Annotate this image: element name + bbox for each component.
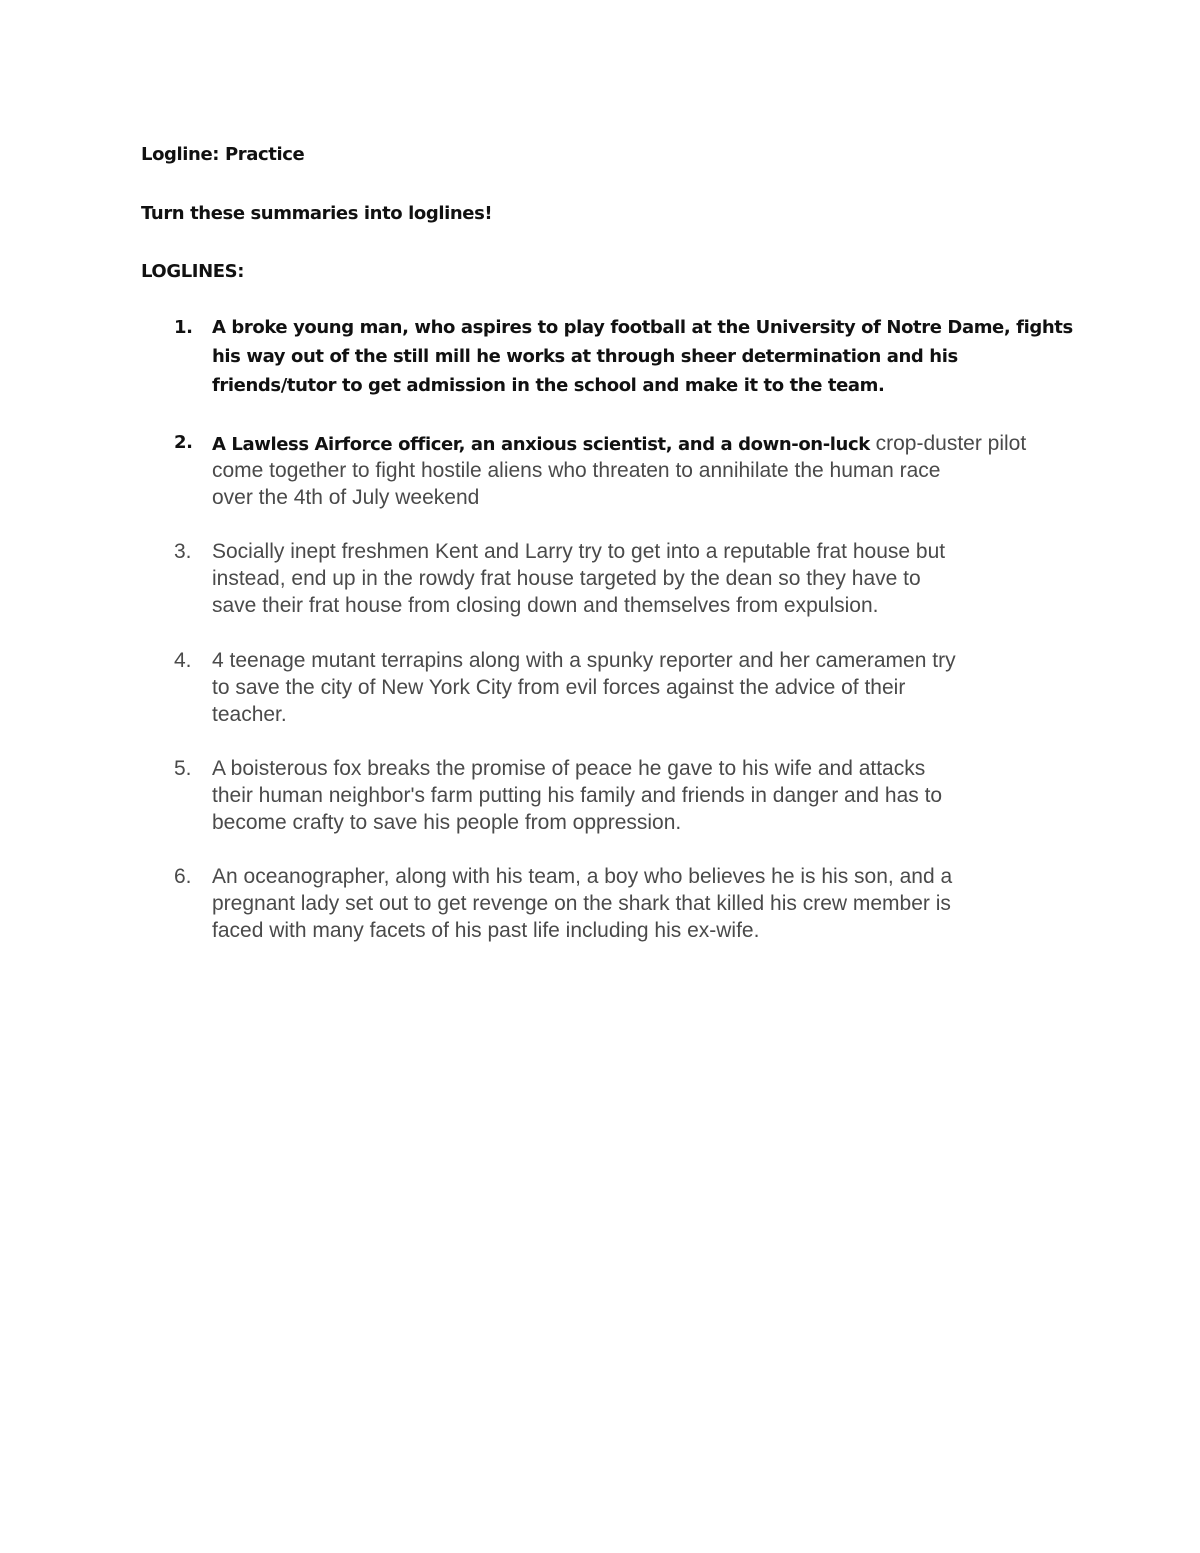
list-item-number: 3. (174, 540, 192, 563)
list-item-number: 5. (174, 757, 192, 780)
document-title: Logline: Practice (141, 144, 305, 165)
list-item-line (212, 432, 1026, 456)
list-item-line: Socially inept freshmen Kent and Larry try to get into a reputable frat house but (212, 540, 946, 563)
list-item-line: instead, end up in the rowdy frat house targeted by the dean so they have to (212, 567, 921, 590)
list-item-line: become crafty to save his people from oppression. (212, 811, 682, 834)
list-item-line: over the 4th of July weekend (212, 486, 480, 509)
list-item-line: 4 teenage mutant terrapins along with a spunky reporter and her cameramen try (212, 649, 956, 672)
list-item-line: An oceanographer, along with his team, a boy who believes he is his son, and a (212, 865, 953, 888)
list-item-line: save their frat house from closing down and themselves from expulsion. (212, 594, 879, 617)
list-item-line: A boisterous fox breaks the promise of peace he gave to his wife and attacks (212, 757, 926, 780)
list-item-plain-segment: crop-duster pilot (869, 432, 1027, 455)
list-item-line: friends/tutor to get admission in the school and make it to the team. (212, 375, 885, 396)
section-heading: LOGLINES: (141, 261, 244, 282)
list-item-line: teacher. (212, 703, 287, 726)
list-item-number: 2. (174, 432, 193, 453)
instruction-text: Turn these summaries into loglines! (141, 203, 493, 224)
list-item-line: faced with many facets of his past life including his ex-wife. (212, 919, 760, 942)
list-item-number: 4. (174, 649, 192, 672)
list-item-line: to save the city of New York City from evil forces against the advice of their (212, 676, 906, 699)
list-item-number: 1. (174, 317, 193, 338)
list-item-number: 6. (174, 865, 192, 888)
list-item-bold-segment: A Lawless Airforce officer, an anxious scientist, and a down-on-luck (212, 434, 870, 455)
list-item-line: their human neighbor's farm putting his family and friends in danger and has to (212, 784, 943, 807)
list-item-line: come together to fight hostile aliens who threaten to annihilate the human race (212, 459, 941, 482)
list-item-line: his way out of the still mill he works at through sheer determination and his (212, 346, 958, 367)
list-item-line: pregnant lady set out to get revenge on the shark that killed his crew member is (212, 892, 951, 915)
list-item-line: A broke young man, who aspires to play football at the University of Notre Dame, fights (212, 317, 1073, 338)
